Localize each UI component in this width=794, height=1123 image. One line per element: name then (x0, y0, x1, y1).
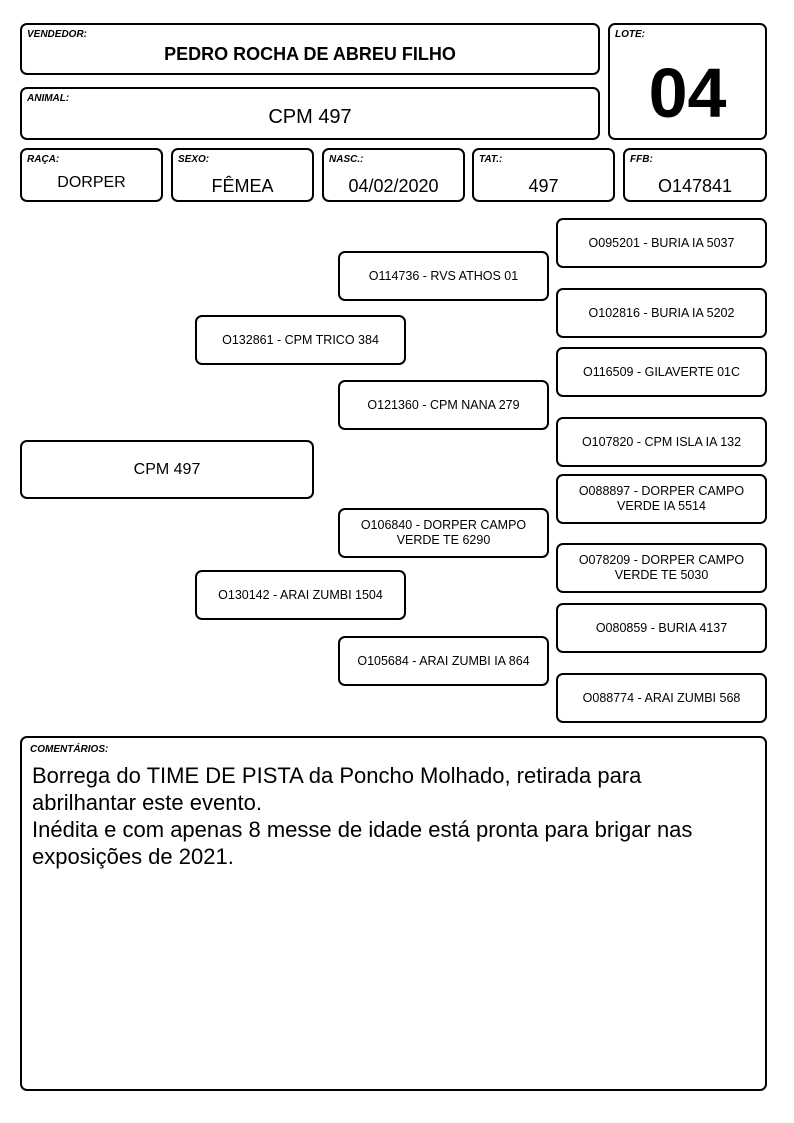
animal-value: CPM 497 (268, 106, 352, 128)
vendedor-value: PEDRO ROCHA DE ABREU FILHO (164, 44, 456, 64)
vendedor-box (20, 23, 600, 75)
comments-text (32, 762, 735, 870)
nasc-label: NASC.: (329, 154, 364, 165)
ffb-label: FFB: (630, 154, 653, 165)
ffb-box (623, 148, 767, 202)
lote-label: LOTE: (615, 29, 645, 40)
pedigree-sire-dam: O121360 - CPM NANA 279 (338, 380, 549, 430)
animal-label: ANIMAL: (27, 93, 70, 104)
pedigree-ggp: O080859 - BURIA 4137 (556, 603, 767, 653)
sexo-box (171, 148, 314, 202)
comments-label: COMENTÁRIOS: (30, 744, 109, 755)
tat-box (472, 148, 615, 202)
raca-label: RAÇA: (27, 154, 60, 165)
lote-box (608, 23, 767, 140)
pedigree-dam: O130142 - ARAI ZUMBI 1504 (195, 570, 406, 620)
pedigree-ggp: O107820 - CPM ISLA IA 132 (556, 417, 767, 467)
comments-box (20, 736, 767, 1091)
pedigree-dam-dam: O105684 - ARAI ZUMBI IA 864 (338, 636, 549, 686)
animal-box (20, 87, 600, 140)
ffb-value: O147841 (657, 176, 733, 196)
pedigree-animal: CPM 497 (20, 440, 314, 499)
nasc-box (322, 148, 465, 202)
raca-value: DORPER (57, 174, 126, 191)
sexo-label: SEXO: (178, 154, 210, 165)
pedigree-ggp: O095201 - BURIA IA 5037 (556, 218, 767, 268)
comment-line: Inédita e com apenas 8 messe de idade está pronta para brigar nas exposições de 2021. (32, 817, 693, 869)
pedigree-ggp: O088774 - ARAI ZUMBI 568 (556, 673, 767, 723)
pedigree-ggp: O078209 - DORPER CAMPO VERDE TE 5030 (556, 543, 767, 593)
pedigree-ggp: O116509 - GILAVERTE 01C (556, 347, 767, 397)
comment-line: Borrega do TIME DE PISTA da Poncho Molhado, retirada para abrilhantar este evento. (32, 763, 642, 815)
pedigree-sire: O132861 - CPM TRICO 384 (195, 315, 406, 365)
nasc-value: 04/02/2020 (348, 176, 439, 196)
pedigree-sire-sire: O114736 - RVS ATHOS 01 (338, 251, 549, 301)
vendedor-label: VENDEDOR: (27, 29, 88, 40)
tat-value: 497 (528, 176, 559, 196)
tat-label: TAT.: (479, 154, 503, 165)
pedigree-ggp: O088897 - DORPER CAMPO VERDE IA 5514 (556, 474, 767, 524)
pedigree-dam-sire: O106840 - DORPER CAMPO VERDE TE 6290 (338, 508, 549, 558)
pedigree-ggp: O102816 - BURIA IA 5202 (556, 288, 767, 338)
sexo-value: FÊMEA (211, 176, 274, 196)
lote-number: 04 (648, 54, 727, 132)
raca-box (20, 148, 163, 202)
